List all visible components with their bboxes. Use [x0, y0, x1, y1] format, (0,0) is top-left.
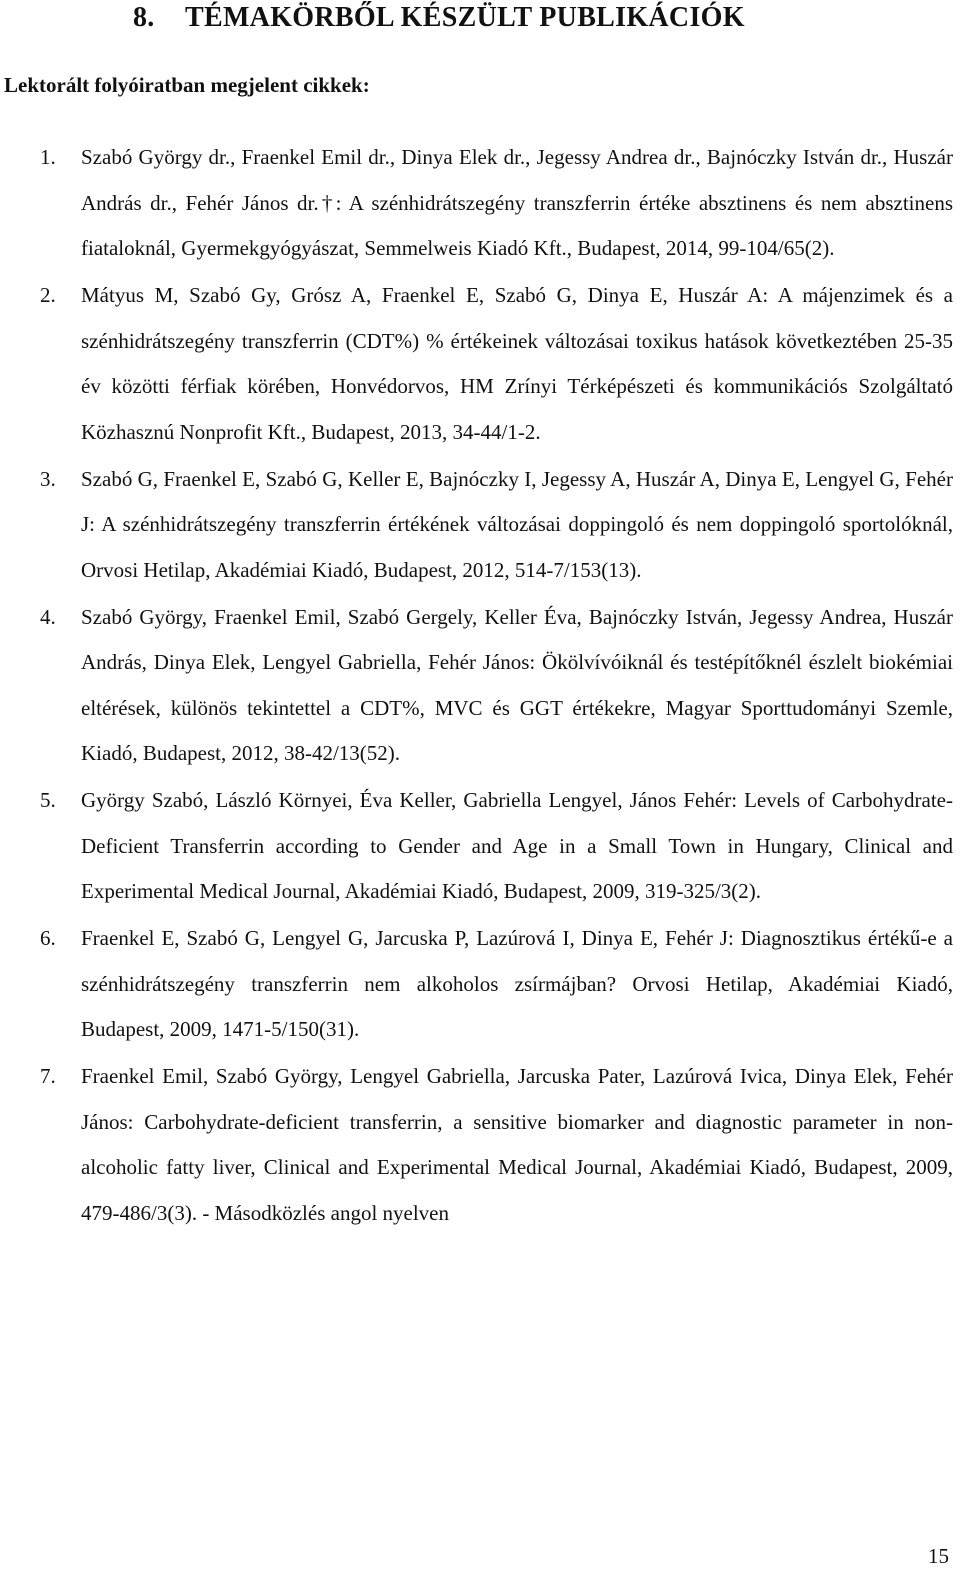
- publication-item: [0, 135, 960, 272]
- section-title: Lektorált folyóiratban megjelent cikkek:: [4, 73, 370, 97]
- publication-number: 3.: [40, 466, 56, 491]
- publication-citation: Szabó György, Fraenkel Emil, Szabó Gergely, Keller Éva, Bajnóczky István, Jegessy Andrea, Huszár András, Dinya Elek, Lengyel Gabriella, Fehér János: Ökölvívóiknál és testépítőknél észlelt biokémiai eltérések, különös tekintettel a CDT%, MVC és GGT értékekre, Magyar Sporttudományi Szemle, Kiadó, Budapest, 2012, 38-42/13(52).: [81, 604, 953, 765]
- publication-citation: György Szabó, László Környei, Éva Keller, Gabriella Lengyel, János Fehér: Levels of Carbohydrate-Deficient Transferrin according to Gender and Age in a Small Town in Hungary, Clinical and Experimental Medical Journal, Akadémiai Kiadó, Budapest, 2009, 319-325/3(2).: [81, 788, 953, 903]
- page-number: 15: [928, 1544, 949, 1568]
- publication-item: [0, 273, 960, 455]
- publication-list: [0, 135, 960, 1238]
- publication-item: [0, 778, 960, 915]
- publication-item: [0, 457, 960, 594]
- publication-item: [0, 595, 960, 777]
- publication-number: 5.: [40, 788, 56, 812]
- publication-number: 2.: [40, 283, 56, 307]
- publication-number: 6.: [40, 926, 56, 950]
- publication-citation: Szabó G, Fraenkel E, Szabó G, Keller E, Bajnóczky I, Jegessy A, Huszár A, Dinya E, Lengyel G, Fehér J: A szénhidrátszegény transzferrin értékének változásai doppingoló és nem doppingoló sportolóknál, Orvosi Hetilap, Akadémiai Kiadó, Budapest, 2012, 514-7/153(13).: [81, 466, 953, 582]
- publication-number: 1.: [40, 145, 56, 169]
- publication-item: [0, 1054, 960, 1236]
- publication-citation: Mátyus M, Szabó Gy, Grósz A, Fraenkel E, Szabó G, Dinya E, Huszár A: A májenzimek és a szénhidrátszegény transzferrin (CDT%) % értékeinek változásai toxikus hatások következtében 25-35 év közötti férfiak körében, Honvédorvos, HM Zrínyi Térképészeti és kommunikációs Szolgáltató Közhasznú Nonprofit Kft., Budapest, 2013, 34-44/1-2.: [81, 283, 953, 444]
- publication-number: 7.: [40, 1064, 56, 1088]
- publication-item: [0, 916, 960, 1053]
- publication-citation: Fraenkel E, Szabó G, Lengyel G, Jarcuska P, Lazúrová I, Dinya E, Fehér J: Diagnosztikus értékű-e a szénhidrátszegény transzferrin nem alkoholos zsírmájban? Orvosi Hetilap, Akadémiai Kiadó, Budapest, 2009, 1471-5/150(31).: [81, 926, 953, 1041]
- chapter-heading: [133, 0, 745, 36]
- publication-number: 4.: [40, 604, 56, 629]
- chapter-number: 8.: [133, 2, 155, 33]
- chapter-title: TÉMAKÖRBŐL KÉSZÜLT PUBLIKÁCIÓK: [185, 2, 745, 33]
- publication-citation: Fraenkel Emil, Szabó György, Lengyel Gabriella, Jarcuska Pater, Lazúrová Ivica, Dinya Elek, Fehér János: Carbohydrate-deficient transferrin, a sensitive biomarker and diagnostic parameter in non-alcoholic fatty liver, Clinical and Experimental Medical Journal, Akadémiai Kiadó, Budapest, 2009, 479-486/3(3). - Másodközlés angol nyelven: [81, 1064, 953, 1225]
- publication-citation: Szabó György dr., Fraenkel Emil dr., Dinya Elek dr., Jegessy Andrea dr., Bajnóczky István dr., Huszár András dr., Fehér János dr.†: A szénhidrátszegény transzferrin értéke absztinens és nem absztinens fiataloknál, Gyermekgyógyászat, Semmelweis Kiadó Kft., Budapest, 2014, 99-104/65(2).: [81, 145, 953, 260]
